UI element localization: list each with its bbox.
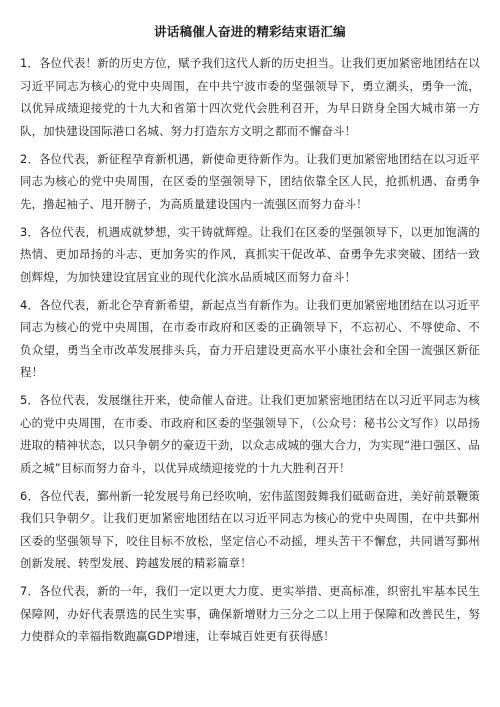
- paragraph-3: 3．各位代表，机遇成就梦想，实干铸就辉煌。让我们在区委的坚强领导下，以更加饱满的热情、更加昂扬的斗志、更加务实的作风，真抓实干促改革、奋勇争先求突破、团结一致创辉煌，为加快建设宜居宜业的现代化滨水品质城区而努力奋斗！: [20, 224, 480, 284]
- paragraph-5: 5．各位代表，发展继往开来，使命催人奋进。让我们更加紧密地团结在以习近平同志为核心的党中央周围，在市委、市政府和区委的坚强领导下，（公众号：秘书公文写作）以昂扬进取的精神状态，以只争朝夕的豪迈干劲，以众志成城的强大合力，为实现“港口强区、品质之城”目标而努力奋斗，以优异成绩迎接党的十九大胜利召开！: [20, 393, 480, 475]
- paragraph-6: 6．各位代表，鄞州新一轮发展号角已经吹响，宏伟蓝图鼓舞我们砥砺奋进，美好前景鞭策我们只争朝夕。让我们更加紧密地团结在以习近平同志为核心的党中央周围，在中共鄞州区委的坚强领导下，咬住目标不放松，坚定信心不动摇，埋头苦干不懈怠，共同谱写鄞州创新发展、转型发展、跨越发展的精彩篇章！: [20, 488, 480, 570]
- paragraph-4: 4．各位代表，新北仑孕育新希望，新起点当有新作为。让我们更加紧密地团结在以习近平同志为核心的党中央周围，在市委市政府和区委的正确领导下，不忘初心、不辱使命、不负众望，勇当全市改革发展排头兵，奋力开启建设更高水平小康社会和全国一流强区新征程！: [20, 297, 480, 379]
- document-title: 讲话稿催人奋进的精彩结束语汇编: [153, 24, 346, 39]
- paragraph-2: 2．各位代表，新征程孕育新机遇，新使命更待新作为。让我们更加紧密地团结在以习近平同志为核心的党中央周围，在区委的坚强领导下，团结依靠全区人民，抢抓机遇、奋勇争先，撸起袖子、甩开膀子，为高质量建设国内一流强区而努力奋斗！: [20, 151, 480, 211]
- paragraph-1: 1．各位代表！新的历史方位，赋予我们这代人新的历史担当。让我们更加紧密地团结在以习近平同志为核心的党中央周围，在中共宁波市委的坚强领导下，勇立潮头，勇争一流，以优异成绩迎接党的十九大和省第十四次党代会胜利召开，为早日跻身全国大城市第一方队，加快建设国际港口名城、努力打造东方文明之都而不懈奋斗！: [20, 56, 480, 138]
- paragraph-7: 7．各位代表，新的一年，我们一定以更大力度、更实举措、更高标准，织密扎牢基本民生保障网，办好代表票选的民生实事，确保新增财力三分之二以上用于保障和改善民生，努力使群众的幸福指数跑赢GDP增速，让奉城百姓更有获得感！: [20, 584, 480, 643]
